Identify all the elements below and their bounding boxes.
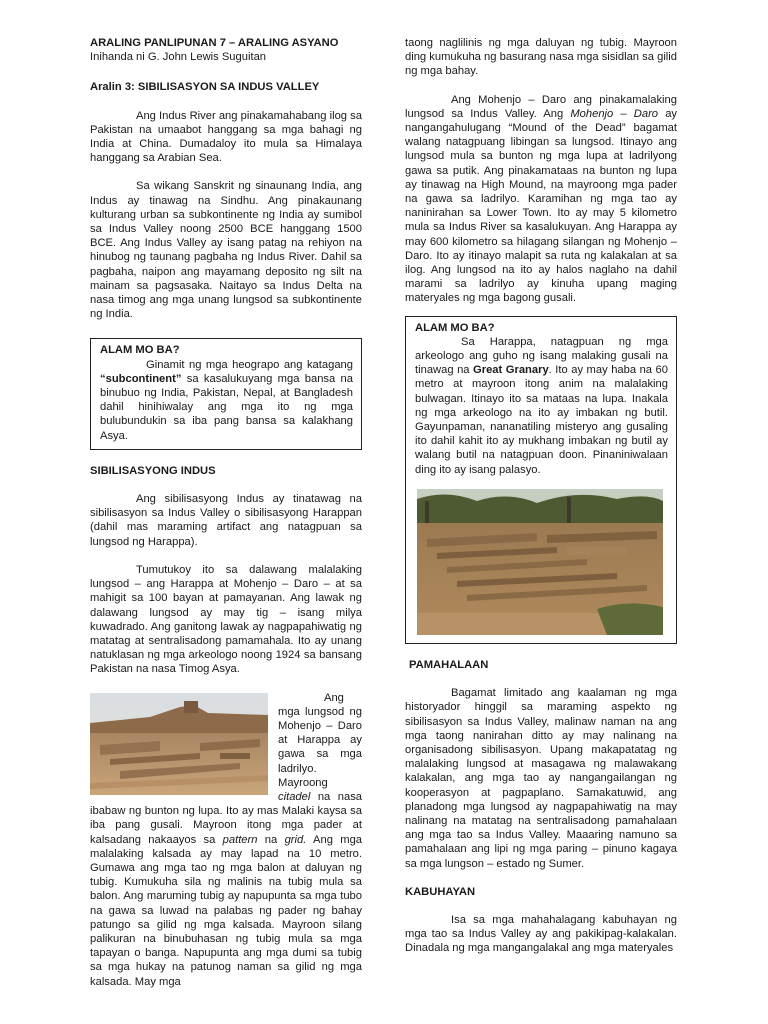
paragraph-government: Bagamat limitado ang kaalaman ng mga historyador hinggil sa maraming aspekto ng sibilisasyon sa Indus Valley, malinaw naman na ang mga taong nanirahan ditto ay may nalinang na organisadong sibilisasyon. Upang makapatatag ng malalaking lungsod at masagawa ng malawakang kalakalan, ang mga tao ay nangangailangan ng kooperasyon at pagpaplano. Samakatuwid, ang planadong mga lungsod ay nagpapahiwatig na may nalinang na matatag na sentralisadong pamahalaan ang mga tao sa Indus Valley. Maaaring namuno sa pamahalaan ang lipi ng mga paring – pinuno kagaya sa mga lungson – estado ng Sumer. (405, 687, 677, 870)
paragraph-trade: Isa sa mga mahahalagang kabuhayan ng mga tao sa Indus Valley ay ang pakikipag-kalakalan. Dinadala ng mga mangangalakal ang mga materyales (405, 913, 677, 955)
box-title: ALAM MO BA? (415, 321, 495, 334)
section-pamahalaan: PAMAHALAAN (409, 658, 489, 671)
box-text: Ginamit ng mga heograpo ang katagang “subcontinent” sa kasalukuyang mga bansa na binubuo ng India, Pakistan, Nepal, at Bangladesh dahil hinihiwalay ang mga ito ng mga bulubundukin sa iba pang bansa sa kalakhang Asya. (100, 358, 354, 442)
paragraph-mohenjo-daro: Ang Mohenjo – Daro ang pinakamalaking lungsod sa Indus Valley. Ang Mohenjo – Daro ay nangangahulugang “Mound of the Dead” bagamat walang natagpuang libingan sa lungsod. Itinayo ang lungsod mula sa bunton ng mga lupa at ladrilyong gawa sa putik. Ang pinakamataas na bunton ng lupa ay tinawag na High Mound, na mayroong mga pader na gawa sa ladrilyo. Karamihan ng mga tao ay naninirahan sa Lower Town. Ito ay may 5 kilometro mula sa Indus River sa kasalukuyan. Ang Harappa ay may 600 kilometro sa hilagang silangan ng Mohenjo – Daro. Ito ay itinayo malapit sa ruta ng kalakalan at sa ilog. Ang lungsod na ito ay halos naglaho na dahil marami sa ladrilyo ay kinuha upang maging materyales ng mga bagong gusali. (405, 93, 678, 305)
paragraph-indus-river: Ang Indus River ang pinakamahabang ilog sa Pakistan na umaabot hanggang sa mga bahagi ng India at China. Dumadaloy ito mula sa Himalaya hanggang sa Arabian Sea. (90, 109, 362, 165)
box-title: ALAM MO BA? (100, 344, 180, 357)
alam-mo-ba-box-granary (405, 316, 677, 644)
harappa-granary-ruins-photo (417, 489, 663, 635)
paragraph-cleaners: taong naglilinis ng mga daluyan ng tubig. Mayroon ding kumukuha ng basurang nasa mga sisidlan sa gilid ng mga bahay. (405, 37, 677, 78)
subcontinent-term: “subcontinent” (100, 372, 182, 385)
paragraph-two-cities: Tumutukoy ito sa dalawang malalaking lungsod – ang Harappa at Mohenjo – Daro – at sa mahigit sa 100 bayan at pamayanan. Ang lawak ng dalawang lungsod ay may tig – isang milya kuwadrado. Ang ganitong lawak ay nagpapahiwatig ng matatag at sentralisadong pamamahala. Ito ay unang natuklasan ng mga arkeologo noong 1924 sa bansang Pakistan na nasa Timog Asya. (90, 563, 362, 676)
mohenjo-daro-ruins-photo (90, 693, 268, 795)
paragraph-sindhu: Sa wikang Sanskrit ng sinaunang India, ang Indus ay tinawag na Sindhu. Ang pinakaunang kulturang urban sa subkontinente ng India ay sumibol sa Indus Valley noong 2500 BCE hanggang 1500 BCE. Ang Indus Valley ay isang patag na rehiyon na hinubog ng taunang pagbaha ng Indus River. Dahil sa pagbaha, naipon ang mayamang deposito ng silt na mainam sa pagsasaka. Naitayo sa Indus Delta na nasa timog ang mga unang lungsod sa subkontinente ng India. (90, 180, 362, 321)
lesson-title: Aralin 3: SIBILISASYON SA INDUS VALLEY (90, 81, 320, 94)
great-granary-term: Great Granary (473, 364, 549, 377)
paragraph-city-planning: Ang mga lungsod ng Mohenjo – Daro at Harappa ay gawa sa mga ladrilyo. Mayroong citadel na nasa ibabaw ng bunton ng lupa. Ito ay mas Malaki kaysa sa iba pang gusali. Mayroon itong mga pader at kalsadang nakaayos sa pattern na grid. Ang mga malalaking kalsada ay may lapad na 10 metro. Gumawa ang mga tao ng mga balon at daluyan ng tubig. Kumukuha sila ng malinis na tubig mula sa balon. Ang maruming tubig ay napupunta sa mga tubo na gawa sa luwad na palabas ng pader ng bahay patungo sa gilid ng mga kalsada. Mayroon silang palikuran na binubuhasan ng tubig mula sa mga tapayan o banga. Napupunta ang mga dumi sa tubig sa mga hukay na patunog naman sa gilid ng mga kalsada. May mga (90, 691, 363, 988)
section-sibilisasyong-indus: SIBILISASYONG INDUS (90, 464, 216, 477)
box-text: Sa Harappa, natagpuan ng mga arkeologo ang guho ng isang malaking gusali na tinawag na Great Granary. Ito ay may haba na 60 metro at mayroon itong anim na malalaking bulwagan. Itinayo ito sa mataas na lupa. Inakala ng mga arkeologo na ito ay imbakan ng butil. Gayunpaman, nananatiling misteryo ang gusaling ito dahil kahit ito ay mukhang imbakan ng butil ay walang butil na natagpuan doon. Pinaniniwalaan ding ito ay isang palasyo. (415, 335, 668, 476)
paragraph-harappan: Ang sibilisasyong Indus ay tinatawag na sibilisasyon sa Indus Valley o sibilisasyong Harappan (dahil mas maraming artifact ang natagpuan sa lungsod ng Harappa). (90, 493, 362, 548)
author-byline: Inihanda ni G. John Lewis Suguitan (90, 51, 267, 64)
alam-mo-ba-box-subcontinent (90, 338, 362, 449)
section-kabuhayan: KABUHAYAN (405, 885, 476, 898)
right-column (405, 36, 677, 956)
document-title: ARALING PANLIPUNAN 7 – ARALING ASYANO (90, 37, 339, 49)
left-column (90, 36, 362, 989)
